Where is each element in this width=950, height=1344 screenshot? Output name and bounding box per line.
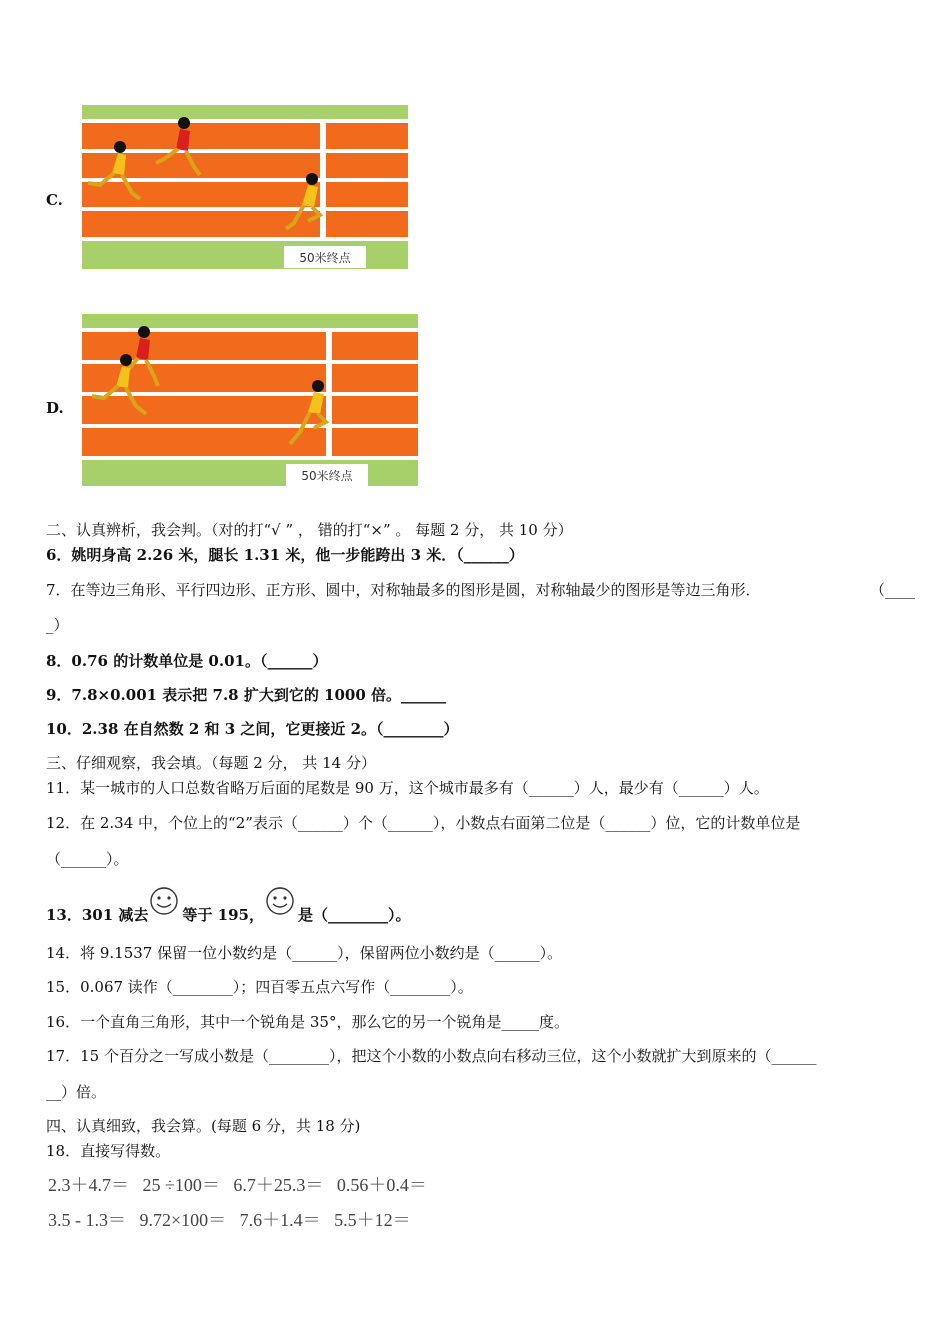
- question-7-line2: _）: [46, 616, 69, 634]
- question-18: 18．直接写得数。: [46, 1142, 171, 1160]
- option-c-label: C.: [46, 191, 63, 209]
- smiley-face-icon: [264, 887, 298, 917]
- finish-line-label: 50米终点: [299, 251, 351, 265]
- question-7-paren: （____: [870, 581, 916, 599]
- question-7-line1: 7．在等边三角形、平行四边形、正方形、圆中，对称轴最多的图形是圆，对称轴最少的图形是等边三角形．: [46, 581, 761, 599]
- section-4-header: 四、认真细致，我会算。(每题 6 分，共 18 分): [46, 1117, 361, 1135]
- question-17-line1: 17．15 个百分之一写成小数是（________），把这个小数的小数点向右移动三位，这个小数就扩大到原来的（______: [46, 1047, 817, 1065]
- section-3-header: 三、仔细观察，我会填。（每题 2 分， 共 14 分）: [46, 754, 376, 772]
- smiley-face-icon: [148, 887, 182, 917]
- question-12-line1: 12．在 2.34 中，个位上的“2”表示（______）个（______），小数点右面第二位是（______）位，它的计数单位是: [46, 814, 801, 832]
- question-13-part3: 是（________）。: [297, 906, 411, 924]
- question-8: 8．0.76 的计数单位是 0.01。（______）: [46, 652, 328, 670]
- calc-row-1: 2.3＋4.7＝ 25 ÷100＝ 6.7＋25.3＝ 0.56＋0.4＝: [48, 1175, 427, 1195]
- section-2-header: 二、认真辨析，我会判。（对的打“√ ” ， 错的打“×” 。 每题 2 分， 共 10 分）: [46, 521, 573, 539]
- question-16: 16．一个直角三角形，其中一个锐角是 35°，那么它的另一个锐角是_____度。: [46, 1013, 569, 1031]
- question-13-part1: 13．301 减去: [46, 906, 149, 924]
- question-17-line2: __）倍。: [46, 1083, 107, 1101]
- question-12-line2: （______）。: [46, 850, 129, 868]
- question-13-part2: 等于 195，: [182, 906, 264, 924]
- question-14: 14．将 9.1537 保留一位小数约是（______），保留两位小数约是（______）。: [46, 944, 563, 962]
- question-9: 9．7.8×0.001 表示把 7.8 扩大到它的 1000 倍。______: [46, 686, 447, 704]
- question-11: 11．某一城市的人口总数省略万后面的尾数是 90 万，这个城市最多有（______）人，最少有（______）人。: [46, 779, 769, 797]
- question-13: [46, 895, 410, 925]
- option-d-track-image: [80, 312, 420, 488]
- question-15: 15．0.067 读作（________）；四百零五点六写作（________）。: [46, 978, 473, 996]
- question-10: 10．2.38 在自然数 2 和 3 之间，它更接近 2。（________）: [46, 720, 459, 738]
- option-c-track-image: [80, 103, 410, 271]
- calc-row-2: 3.5 - 1.3＝ 9.72×100＝ 7.6＋1.4＝ 5.5＋12＝: [48, 1210, 411, 1230]
- finish-line-label: 50米终点: [301, 469, 353, 483]
- option-d-label: D.: [46, 399, 64, 417]
- question-6: 6．姚明身高 2.26 米，腿长 1.31 米，他一步能跨出 3 米．（______）: [46, 546, 524, 564]
